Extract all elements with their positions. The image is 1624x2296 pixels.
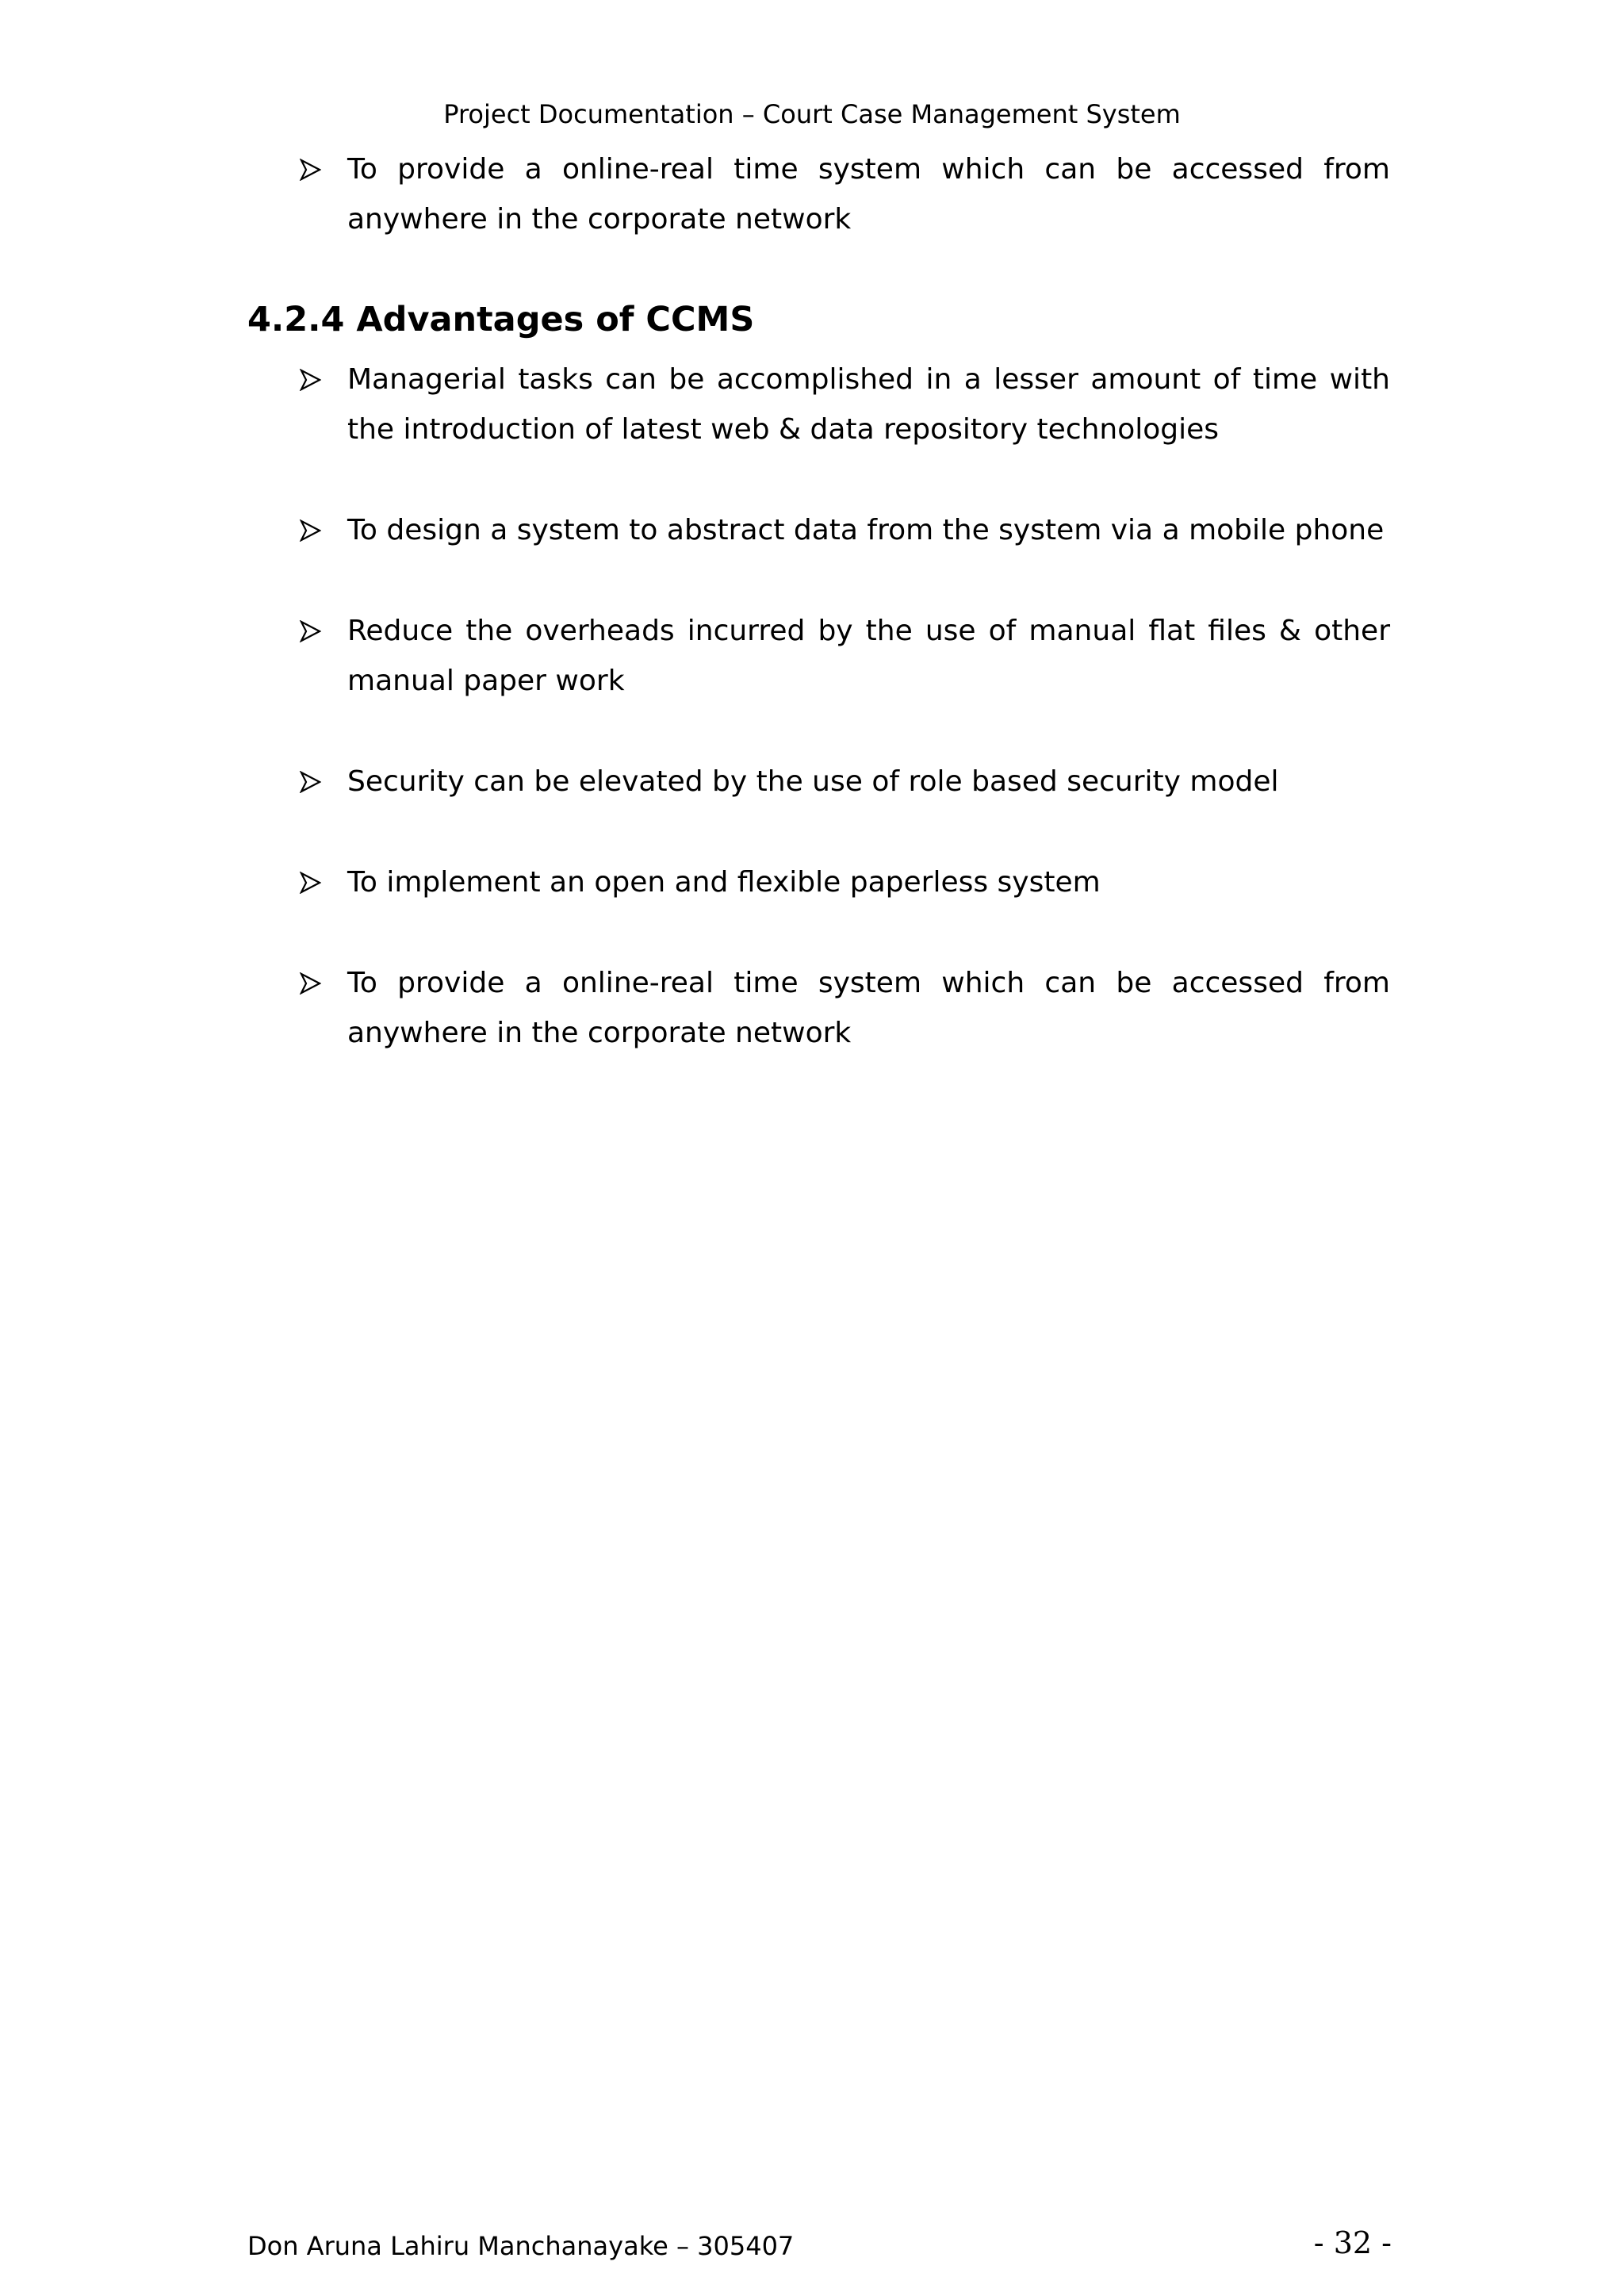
arrow-bullet-icon: [299, 369, 321, 391]
page-number: - 32 -: [1313, 2225, 1392, 2260]
bullet-text: Managerial tasks can be accomplished in a lesser amount of time with the introduction of latest web & data repository technologies: [347, 363, 1390, 446]
list-item: [296, 757, 1390, 807]
arrow-bullet-icon: [299, 519, 321, 542]
intro-bullet-list: [296, 144, 1390, 244]
page-header: Project Documentation – Court Case Management System: [443, 99, 1181, 129]
footer-author: Don Aruna Lahiru Manchanayake – 305407: [247, 2231, 795, 2261]
arrow-bullet-icon: [299, 972, 321, 995]
bullet-text: To design a system to abstract data from the system via a mobile phone: [347, 514, 1385, 546]
bullet-text: To provide a online-real time system which can be accessed from anywhere in the corporate network: [347, 153, 1390, 236]
bullet-text: To provide a online-real time system which can be accessed from anywhere in the corporate network: [347, 967, 1390, 1049]
list-item: [296, 606, 1390, 706]
list-item: [296, 144, 1390, 244]
arrow-bullet-icon: [299, 872, 321, 894]
bullet-text: Reduce the overheads incurred by the use of manual flat files & other manual paper work: [347, 615, 1390, 697]
bullet-text: Security can be elevated by the use of role based security model: [347, 765, 1279, 798]
bullet-text: To implement an open and flexible paperless system: [347, 866, 1101, 899]
list-item: [296, 857, 1390, 907]
list-item: [296, 355, 1390, 454]
arrow-bullet-icon: [299, 620, 321, 642]
section-heading: 4.2.4 Advantages of CCMS: [247, 300, 755, 339]
arrow-bullet-icon: [299, 771, 321, 793]
list-item: [296, 505, 1390, 555]
list-item: [296, 958, 1390, 1058]
arrow-bullet-icon: [299, 159, 321, 181]
advantages-bullet-list: [296, 355, 1390, 1109]
